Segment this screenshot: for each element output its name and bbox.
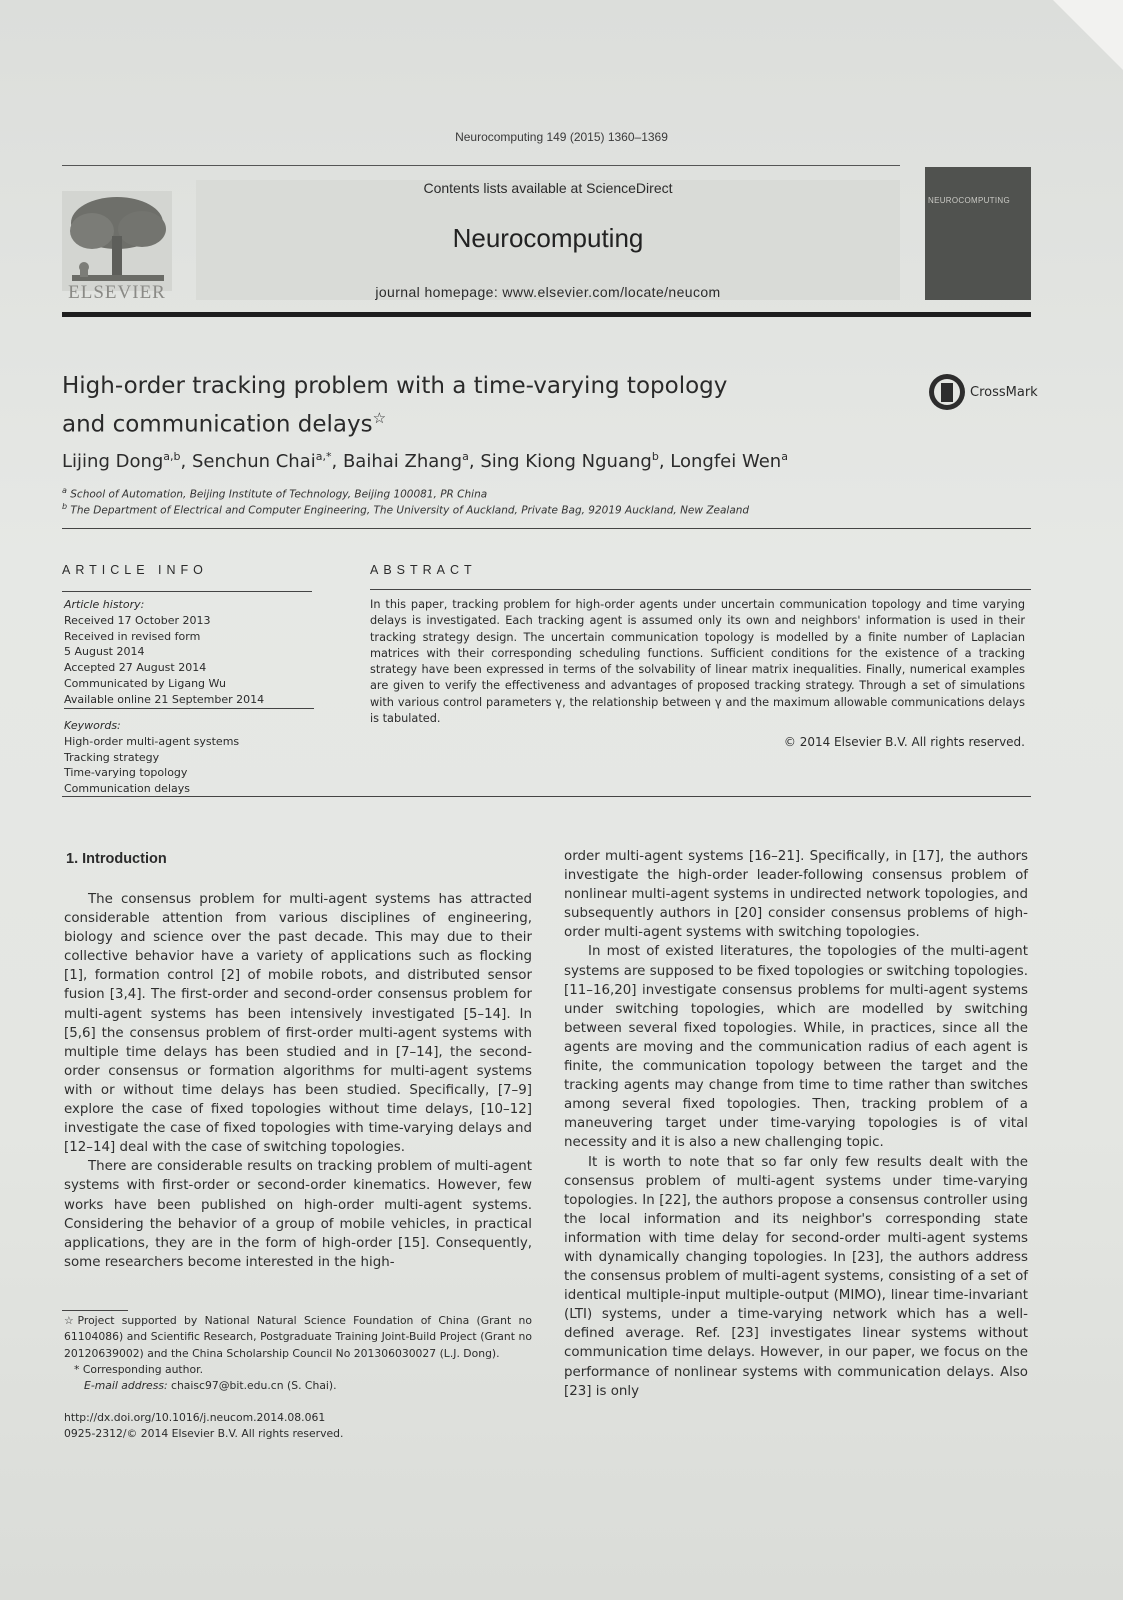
body-paragraph: In most of existed literatures, the topologies of the multi-agent systems are supposed to be fixed topologies or switching topologies. [11–16,20] investigate consensus problems for multi-agent systems under switching topologies, which are modelled by switching between several fixed topologies. While, in practices, since all the agents are moving and the communication radius of each agent is finite, the communication topology between the target and the tracking agents may change from time to time rather than switches among several fixed topologies. Then, tracking problem of a maneuvering target under time-varying topologies is of vital necessity and it is also a new challenging topic. [564, 944, 1028, 1151]
body-paragraph: It is worth to note that so far only few results dealt with the consensus problem of multi-agent systems under time-varying topologies. In [22], the authors propose a consensus controller using the local information and its neighbor's corresponding state information with time delay for second-order multi-agent systems with dynamically changing topologies. In [23], the authors address the consensus problem of multi-agent systems, consisting of a set of identical multiple-input multiple-output (MIMO), linear time-invariant (LTI) systems, under a time-varying network which has a well-defined average. Ref. [23] investigates linear systems without communication time delays. However, in our paper, we focus on the performance of nonlinear systems with communication delays. Also [23] is only [564, 1154, 1028, 1399]
issn-line: 0925-2312/© 2014 Elsevier B.V. All rights reserved. [64, 1426, 344, 1440]
author-name[interactable]: Baihai Zhang [342, 451, 463, 472]
author-name[interactable]: Lijing Dong [62, 451, 164, 472]
keyword-item: Tracking strategy [64, 750, 160, 764]
affiliation-a [62, 486, 1022, 501]
author-affiliation-mark: b [651, 450, 659, 463]
email-link[interactable]: chaisc97@bit.edu.cn (S. Chai). [167, 1379, 337, 1393]
section-rule [62, 796, 1031, 797]
footnote-rule [62, 1310, 128, 1311]
header-thick-rule [62, 312, 1031, 317]
section-rule [62, 528, 1031, 529]
email-label: E-mail address: [84, 1379, 168, 1393]
article-info-rule [62, 591, 312, 592]
email-line [64, 1378, 532, 1394]
corresponding-author-note: * Corresponding author. [74, 1362, 203, 1376]
title-footnote-mark[interactable]: ☆ [372, 409, 387, 427]
author-affiliation-mark: a,b [163, 450, 181, 463]
journal-name: Neurocomputing [452, 223, 644, 253]
title-line-2: and communication delays [62, 411, 373, 438]
author-name[interactable]: Longfei Wen [670, 451, 782, 472]
keyword-item: Communication delays [64, 782, 190, 796]
author-name[interactable]: Senchun Chai [191, 451, 316, 472]
journal-homepage [196, 284, 900, 300]
body-right-column [564, 847, 1028, 1401]
history-item: Received in revised form [64, 629, 201, 643]
body-paragraph: order multi-agent systems [16–21]. Specifically, in [17], the authors investigate the high-order leader-following consensus problem of nonlinear multi-agent systems in undirected network topologies, and subsequently authors in [20] consider consensus problems of high-order multi-agent systems with switching topologies. [564, 849, 1028, 941]
body-paragraph: There are considerable results on tracking problem of multi-agent systems with first-order or second-order kinematics. However, few works have been published on high-order multi-agent systems. Considering the behavior of a group of mobile vehicles, in practical applications, they are in the form of high-order [15]. Consequently, some researchers become interested in the high- [64, 1159, 532, 1270]
article-title [62, 370, 862, 441]
history-item: Received 17 October 2013 [64, 613, 211, 627]
project-footnote: ☆Project supported by National Natural Science Foundation of China (Grant no 61104086) and Scientific Research, Postgraduate Training Joint-Build Project (Grant no 20120639002) and the China Scholarship Council No 201306030027 (L.J. Dong). [64, 1314, 532, 1360]
history-label: Article history: [64, 598, 145, 611]
author-affiliation-mark: a,* [315, 450, 332, 463]
cover-title: NEUROCOMPUTING [928, 196, 1010, 205]
affiliation-b [62, 502, 1022, 517]
homepage-label: journal homepage: [375, 284, 503, 300]
author-affiliation-mark: a [781, 450, 788, 463]
history-item: Accepted 27 August 2014 [64, 661, 207, 675]
article-info-heading: ARTICLE INFO [62, 563, 208, 577]
contents-line [196, 180, 900, 196]
doi-link[interactable]: http://dx.doi.org/10.1016/j.neucom.2014.08.061 [64, 1411, 326, 1424]
abstract-copyright: © 2014 Elsevier B.V. All rights reserved. [783, 735, 1025, 749]
available-online: Available online 21 September 2014 [64, 692, 314, 709]
homepage-link[interactable]: www.elsevier.com/locate/neucom [502, 284, 721, 300]
doi-block [64, 1410, 532, 1441]
elsevier-wordmark: ELSEVIER [68, 282, 166, 303]
crossmark-label[interactable]: CrossMark [970, 385, 1038, 400]
journal-reference: Neurocomputing 149 (2015) 1360–1369 [455, 130, 668, 144]
author-name[interactable]: Sing Kiong Nguang [480, 451, 652, 472]
header-top-rule [62, 165, 900, 166]
crossmark-icon[interactable] [928, 373, 966, 411]
history-item: 5 August 2014 [64, 645, 145, 659]
footnotes [64, 1313, 532, 1394]
abstract-heading: ABSTRACT [370, 563, 477, 577]
keywords [64, 718, 314, 797]
affiliation-mark: a [62, 486, 67, 495]
author-list: Lijing Dong$^{a,b}$, Senchun Chai$^{a,*}$, Baihai Zhang$^a$, Sing Kiong Nguang$^b$, Longfei Wen$^a$ [62, 450, 788, 472]
history-item: Communicated by Ligang Wu [64, 676, 226, 690]
affiliation-mark: b [62, 502, 68, 511]
body-paragraph: The consensus problem for multi-agent systems has attracted considerable attention from various disciplines of engineering, biology and science over the past decade. This may due to their collective behavior have a variety of applications such as flocking [1], formation control [2] of mobile robots, and distributed sensor fusion [3,4]. The first-order and second-order consensus problem for multi-agent systems has been intensively investigated [5–14]. In [5,6] the consensus problem of first-order multi-agent systems with multiple time delays has been studied and in [7–14], the second-order consensus or formation algorithms for multi-agent systems with or without time delays has been studied. Specifically, [7–9] explore the case of fixed topologies without time delays, [10–12] investigate the case of fixed topologies with time-varying delays and [12–14] deal with the case of switching topologies. [64, 892, 532, 1156]
affiliation-text: The Department of Electrical and Computer Engineering, The University of Auckland, Private Bag, 92019 Auckland, New Zealand [70, 504, 750, 517]
abstract-rule [370, 589, 1031, 590]
title-line-1: High-order tracking problem with a time-varying topology [62, 373, 728, 399]
keywords-label: Keywords: [64, 719, 121, 732]
author-affiliation-mark: a [462, 450, 469, 463]
article-history [64, 597, 314, 709]
contents-text: Contents lists available at ScienceDirect [423, 180, 673, 196]
section-heading-introduction: 1. Introduction [66, 851, 167, 867]
abstract-text: In this paper, tracking problem for high-order agents under uncertain communication topology and time varying delays is investigated. Each tracking agent is assumed only its own and neighbors' information is used in their tracking strategy design. The uncertain communication topology is modelled by a finite number of Laplacian matrices with their corresponding scheduling functions. Sufficient conditions for the existence of a tracking strategy have been expressed in terms of the solvability of linear matrix inequalities. Finally, numerical examples are given to verify the effectiveness and advantages of proposed tracking strategy. Through a set of simulations with various control parameters γ, the relationship between γ and the maximum allowable communications delays is tabulated. [370, 598, 1025, 726]
affiliation-text: School of Automation, Beijing Institute of Technology, Beijing 100081, PR China [70, 488, 488, 501]
journal-cover-thumbnail [925, 167, 1031, 300]
keyword-item: Time-varying topology [64, 766, 188, 780]
keyword-item: High-order multi-agent systems [64, 734, 240, 748]
page-corner-fold [1053, 0, 1123, 70]
body-left-column [64, 890, 532, 1272]
